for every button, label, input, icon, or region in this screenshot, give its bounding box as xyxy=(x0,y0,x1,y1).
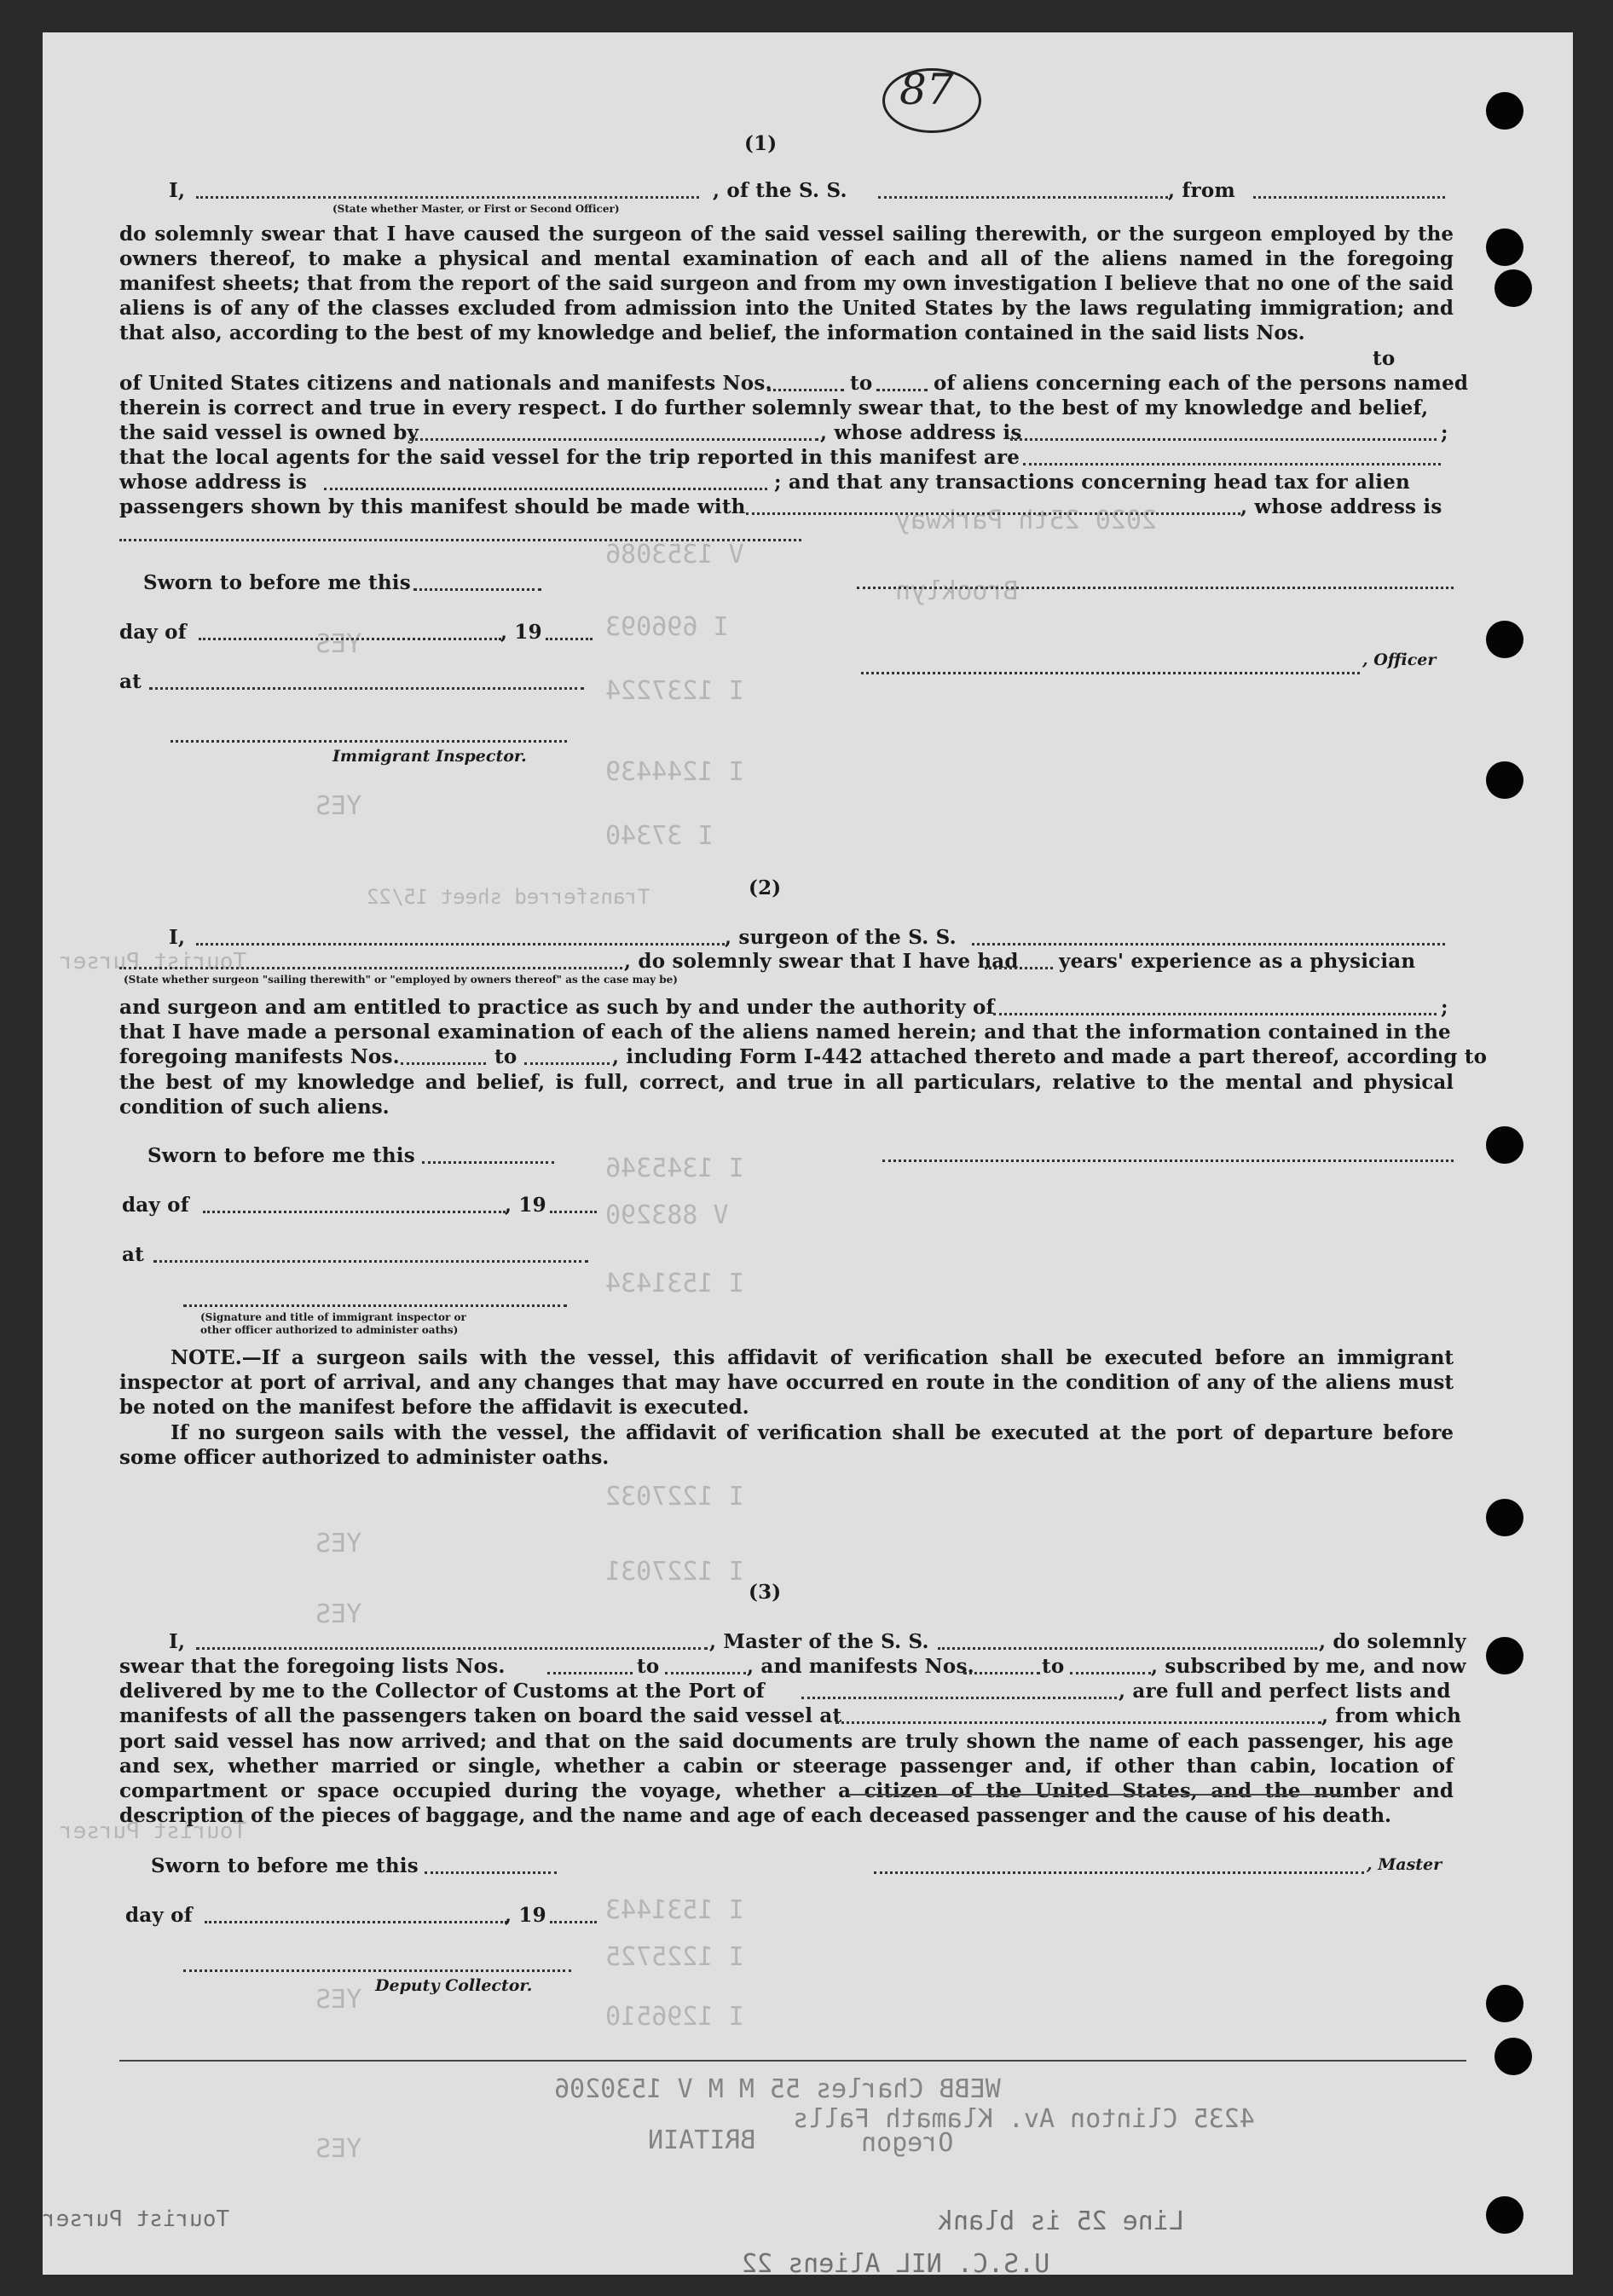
bleed-through-text: I 1244439 xyxy=(605,757,744,787)
bleed-through-text: Brooklyn xyxy=(895,576,1019,606)
punch-hole xyxy=(1486,92,1523,130)
s2-entitled: and surgeon and am entitled to practice as such by and under the authority of xyxy=(119,996,995,1019)
s1-whose-address: , whose address is xyxy=(820,421,1022,444)
bleed-through-text: I 37340 xyxy=(605,821,714,851)
note-text: —If a surgeon sails with the vessel, this affidavit of verification shall be executed before an immigrant inspector at port of arrival, and any changes that may have occurred en route in the condition of any of the aliens must be noted on the manifest before the affidavit is executed. xyxy=(119,1346,1454,1419)
s2-manifest-from-field[interactable] xyxy=(401,1062,486,1065)
s2-manifest-to-field[interactable] xyxy=(524,1062,610,1065)
note-label: NOTE. xyxy=(171,1346,242,1369)
s2-semicolon: ; xyxy=(1441,996,1448,1019)
s1-from-label: , from xyxy=(1168,179,1235,202)
head-tax-agent-field[interactable] xyxy=(746,512,1240,515)
agent-address-field[interactable] xyxy=(324,488,767,490)
s1-to-label: to xyxy=(1373,347,1396,370)
s1-therein-line: therein is correct and true in every respect. I do further solemnly swear that, to the best of my knowledge and belief, xyxy=(119,396,1429,419)
section-3-number: (3) xyxy=(749,1581,782,1604)
citizen-manifest-from-field[interactable] xyxy=(767,389,844,391)
surgeon-name-field[interactable] xyxy=(196,943,725,946)
bleed-through-text: 2020 25th Parkway xyxy=(895,506,1158,535)
bleed-through-text: Tourist Purser xyxy=(60,949,247,974)
bleed-through-text: 4235 Clinton Av. Klamath Falls xyxy=(793,2104,1255,2134)
owner-address-field[interactable] xyxy=(1010,438,1437,441)
s2-paragraph-b: the best of my knowledge and belief, is full, correct, and true in all particulars, relative to the mental and physical condition of such aliens. xyxy=(119,1071,1454,1119)
s2-at-field[interactable] xyxy=(153,1260,588,1263)
s3-master-of: , Master of the S. S. xyxy=(709,1630,929,1653)
s1-paragraph: do solemnly swear that I have caused the surgeon of the said vessel sailing therewith, or the surgeon employed by the owners thereof, to make a physical and mental examination of each and all of the aliens named in the foregoing manifest sheets; that from the report of the said surgeon and from my own investigation I believe that no one of the said aliens is of any of the classes excluded from admission into the United States by the laws regulating immigration; and that also, according to the best of my knowledge and belief, the information contained in the said lists Nos. xyxy=(119,223,1454,344)
bleed-through-text: YES xyxy=(315,1985,362,2015)
s3-to1: to xyxy=(637,1655,660,1678)
s1-sworn-label: Sworn to before me this xyxy=(143,571,411,594)
punch-hole xyxy=(1494,269,1532,307)
s3-master-name-field[interactable] xyxy=(196,1647,708,1650)
s2-manifests-nos: foregoing manifests Nos. xyxy=(119,1045,400,1068)
s3-year-field[interactable] xyxy=(550,1921,597,1923)
bleed-through-text: I 1531434 xyxy=(605,1269,744,1298)
punch-hole xyxy=(1486,761,1523,799)
s1-i-label: I, xyxy=(169,179,186,202)
s1-year-field[interactable] xyxy=(546,638,593,640)
bleed-through-text: WEBB Charles 55 M M V 1530206 xyxy=(554,2074,1001,2104)
manifest-page xyxy=(43,32,1573,2279)
s3-swear-lists: swear that the foregoing lists Nos. xyxy=(119,1655,506,1678)
s1-day-of-label: day of xyxy=(119,621,187,644)
s3-month-field[interactable] xyxy=(205,1921,507,1923)
s3-to2: to xyxy=(1042,1655,1065,1678)
note-surgeon-status: (State whether surgeon "sailing therewith" or "employed by owners thereof" as the case may be) xyxy=(124,974,678,986)
s3-lists-from-field[interactable] xyxy=(547,1672,633,1674)
s2-signature-field[interactable] xyxy=(882,1160,1454,1162)
bleed-through-text: I 1227032 xyxy=(605,1482,744,1512)
s3-subscribed: , subscribed by me, and now xyxy=(1151,1655,1466,1678)
s2-i-label: I, xyxy=(169,926,186,949)
bleed-through-text: I 696093 xyxy=(605,612,729,642)
immigrant-inspector-label: Immigrant Inspector. xyxy=(332,747,527,766)
s3-sworn-day-field[interactable] xyxy=(425,1871,557,1874)
signature-note-1: (Signature and title of immigrant inspector or xyxy=(200,1311,466,1323)
s1-signature-field[interactable] xyxy=(857,587,1454,589)
s3-and-manifests: , and manifests Nos. xyxy=(747,1655,974,1678)
bleed-through-text: Line 25 is blank xyxy=(938,2206,1184,2236)
s1-transactions: ; and that any transactions concerning head tax for alien xyxy=(774,471,1410,494)
bleed-through-text: V 883290 xyxy=(605,1200,729,1230)
bleed-through-text: Tourist Purser xyxy=(43,2206,230,2232)
s3-manifests-to-field[interactable] xyxy=(1070,1672,1151,1674)
deputy-signature-field[interactable] xyxy=(183,1969,571,1972)
s3-lists-to-field[interactable] xyxy=(665,1672,746,1674)
punch-hole xyxy=(1486,228,1523,266)
s1-citizens-rest: of aliens concerning each of the persons named xyxy=(934,372,1469,395)
master-signature-field[interactable] xyxy=(874,1871,1364,1874)
owner-field[interactable] xyxy=(409,438,818,441)
s3-port-field[interactable] xyxy=(801,1697,1117,1699)
s3-sworn-label: Sworn to before me this xyxy=(151,1854,419,1877)
punch-hole xyxy=(1486,621,1523,658)
bleed-through-text: I 1227031 xyxy=(605,1557,744,1587)
s2-sworn-day-field[interactable] xyxy=(422,1161,554,1164)
s1-sworn-day-field[interactable] xyxy=(413,588,541,591)
from-port-field[interactable] xyxy=(1253,196,1445,199)
s3-day-of-label: day of xyxy=(125,1904,193,1927)
s3-manifests-all: manifests of all the passengers taken on board the said vessel at xyxy=(119,1704,842,1727)
s3-i-label: I, xyxy=(169,1630,186,1653)
bleed-through-text: I 1531443 xyxy=(605,1895,744,1925)
s2-ship-field[interactable] xyxy=(972,943,1445,946)
s3-paragraph: port said vessel has now arrived; and that on the said documents are truly shown the name of each passenger, his age and sex, whether married or single, whether a cabin or steerage passenger and, if other than cabin, location of compartment or space occupied during the voyage, whether a citizen of the United States, and the number and description of the pieces of baggage, and the name and age of each deceased passenger and the cause of his death. xyxy=(119,1730,1454,1827)
bleed-through-text: YES xyxy=(315,1599,362,1629)
page-number: 87 xyxy=(899,65,954,114)
s2-years-label: years' experience as a physician xyxy=(1059,950,1416,973)
s2-inspector-signature-field[interactable] xyxy=(183,1304,567,1307)
s3-year-label: , 19 xyxy=(505,1904,546,1927)
bleed-through-text: I 1225725 xyxy=(605,1942,744,1972)
s2-month-field[interactable] xyxy=(203,1211,506,1213)
deputy-collector-label: Deputy Collector. xyxy=(375,1976,533,1995)
s1-whose-address-is: whose address is xyxy=(119,471,308,494)
s2-sworn-label: Sworn to before me this xyxy=(147,1144,415,1167)
s3-embark-port-field[interactable] xyxy=(835,1721,1321,1724)
bleed-through-text: V 1353086 xyxy=(605,540,744,570)
s2-note xyxy=(119,1345,1454,1420)
head-tax-address-field[interactable] xyxy=(119,539,801,541)
punch-hole xyxy=(1486,1126,1523,1164)
section-2-number: (2) xyxy=(749,876,782,899)
s1-citizens-to: to xyxy=(850,372,873,395)
ship-name-field[interactable] xyxy=(878,196,1168,199)
practice-authority-field[interactable] xyxy=(993,1013,1437,1015)
s2-year-label: , 19 xyxy=(505,1194,546,1217)
inspector-signature-field[interactable] xyxy=(171,740,567,743)
s1-semicolon: ; xyxy=(1441,421,1448,444)
s1-year-label: , 19 xyxy=(500,621,542,644)
s1-at-label: at xyxy=(119,670,142,693)
master-name-field[interactable] xyxy=(196,196,699,199)
s2-paragraph-a: that I have made a personal examination of each of the aliens named herein; and that the information contained in the xyxy=(119,1021,1451,1044)
officer-signature-field[interactable] xyxy=(861,672,1360,674)
bleed-through-text: YES xyxy=(315,2134,362,2164)
local-agents-field[interactable] xyxy=(1023,463,1441,466)
citizen-manifest-to-field[interactable] xyxy=(876,389,928,391)
s1-at-field[interactable] xyxy=(149,687,584,690)
s2-at-label: at xyxy=(122,1243,144,1266)
bleed-through-text: I 1345346 xyxy=(605,1154,744,1183)
bleed-through-text: YES xyxy=(315,629,362,659)
punch-hole xyxy=(1494,2038,1532,2075)
s3-from-which: , from which xyxy=(1321,1704,1462,1727)
bleed-through-text: Tourist Purser xyxy=(60,1819,247,1844)
s2-manifests-to: to xyxy=(494,1045,517,1068)
s3-ship-field[interactable] xyxy=(938,1647,1317,1650)
s1-passengers: passengers shown by this manifest should be made with xyxy=(119,495,746,518)
s1-owned-by: the said vessel is owned by xyxy=(119,421,419,444)
s2-surgeon-of: , surgeon of the S. S. xyxy=(725,926,957,949)
s3-full-perfect: , are full and perfect lists and xyxy=(1119,1680,1451,1703)
note-master-officer: (State whether Master, or First or Second Officer) xyxy=(332,203,620,215)
punch-hole xyxy=(1486,1499,1523,1536)
bleed-through-text: I 1237224 xyxy=(605,676,744,706)
surgeon-status-field[interactable] xyxy=(119,967,622,969)
officer-label: , Officer xyxy=(1362,651,1437,669)
bleed-through-text: Transferred sheet 15/22 xyxy=(367,885,650,909)
s1-of-ss-label: , of the S. S. xyxy=(713,179,847,202)
bleed-through-text: U.S.C. NIL Aliens 22 xyxy=(742,2249,1050,2279)
bleed-through-text: YES xyxy=(315,791,362,821)
bleed-through-text: I 1296510 xyxy=(605,2002,744,2032)
punch-hole xyxy=(1486,2196,1523,2234)
s3-do-solemnly: , do solemnly xyxy=(1319,1630,1466,1653)
s2-year-field[interactable] xyxy=(550,1211,597,1213)
s3-manifests-from-field[interactable] xyxy=(963,1672,1040,1674)
bleed-through-text: Oregon xyxy=(861,2128,954,2158)
bleed-through-text: BRITAIN xyxy=(648,2125,756,2155)
s1-citizens-line: of United States citizens and nationals and manifests Nos. xyxy=(119,372,772,395)
s3-delivered: delivered by me to the Collector of Customs at the Port of xyxy=(119,1680,765,1703)
years-experience-field[interactable] xyxy=(985,967,1053,969)
s1-whose-address-end: , whose address is xyxy=(1240,495,1442,518)
s2-day-of-label: day of xyxy=(122,1194,189,1217)
s1-month-field[interactable] xyxy=(199,638,501,640)
bleed-through-text: YES xyxy=(315,1529,362,1559)
strike-through xyxy=(848,1794,1343,1796)
s1-local-agents: that the local agents for the said vessel for the trip reported in this manifest are xyxy=(119,446,1020,469)
punch-hole xyxy=(1486,1637,1523,1674)
s2-swear-had: , do solemnly swear that I have had xyxy=(624,950,1019,973)
signature-note-2: other officer authorized to administer oaths) xyxy=(200,1324,459,1336)
master-label: , Master xyxy=(1367,1855,1442,1874)
punch-hole xyxy=(1486,1985,1523,2022)
section-1-number: (1) xyxy=(744,132,778,155)
s2-note-2: If no surgeon sails with the vessel, the affidavit of verification shall be executed at the port of departure before some officer authorized to administer oaths. xyxy=(119,1421,1454,1469)
bottom-rule xyxy=(119,2060,1466,2062)
s2-including: , including Form I-442 attached thereto and made a part thereof, according to xyxy=(612,1045,1488,1068)
